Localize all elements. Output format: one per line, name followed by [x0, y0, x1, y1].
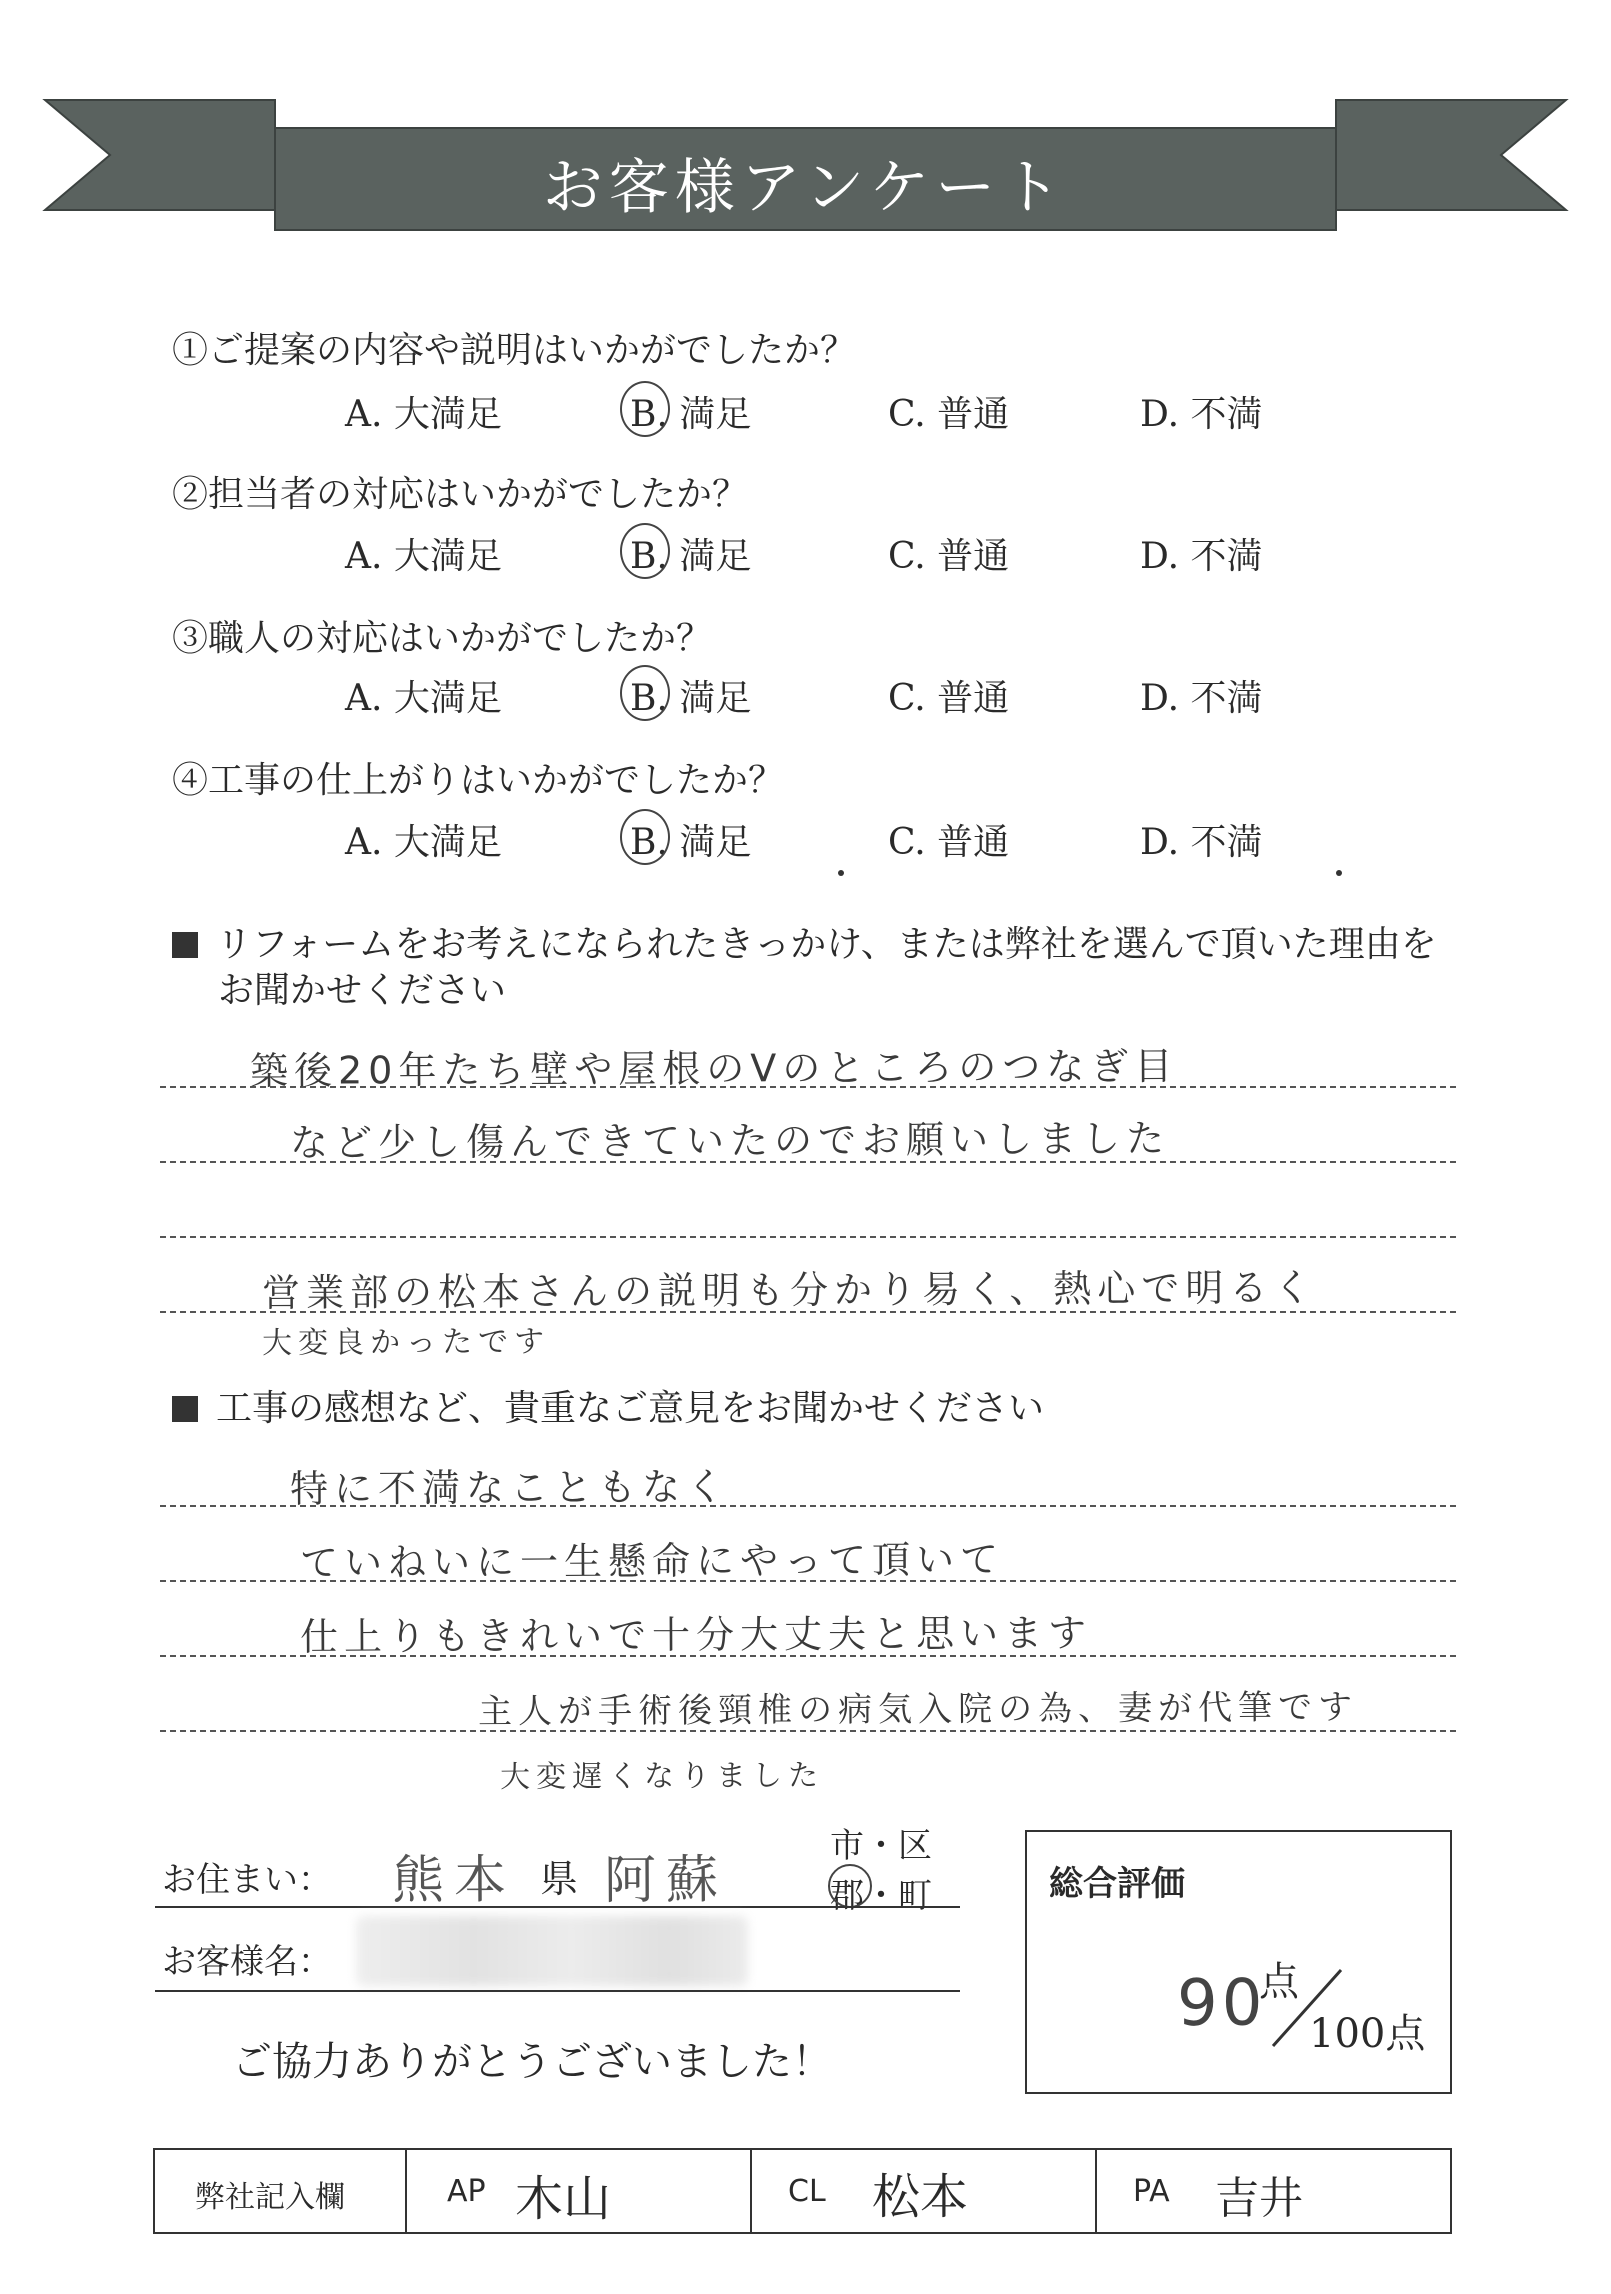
- address-prefecture-written: 熊本: [391, 1850, 517, 1911]
- cl-cell: [750, 2150, 1097, 2232]
- customer-name-redacted: [356, 1916, 748, 1986]
- question-1-option-d[interactable]: D. 不満: [1140, 394, 1263, 435]
- question-3-selected-circle: [620, 665, 670, 721]
- address-pref-suffix: 県: [540, 1857, 579, 1901]
- question-2-option-d[interactable]: D. 不満: [1140, 536, 1263, 577]
- question-2-selected-circle: [620, 523, 670, 579]
- question-4-option-c[interactable]: C. 普通: [888, 822, 1010, 863]
- question-1-option-c[interactable]: C. 普通: [888, 394, 1010, 435]
- page-title: お客様アンケート: [542, 153, 1068, 223]
- question-4-option-d[interactable]: D. 不満: [1140, 822, 1263, 863]
- question-2-text: ②担当者の対応はいかがでしたか？: [172, 474, 749, 515]
- square-bullet-icon: [172, 932, 198, 958]
- score-max: 100点: [1309, 2011, 1426, 2057]
- question-3-option-d[interactable]: D. 不満: [1140, 678, 1263, 719]
- question-1-option-a[interactable]: A. 大満足: [345, 394, 502, 435]
- pa-cell: [1095, 2150, 1447, 2232]
- reason-answer-line-5: 大変良かったです: [261, 1324, 551, 1361]
- stray-mark: [1336, 870, 1342, 876]
- question-4-option-b[interactable]: B. 満足: [630, 822, 752, 863]
- question-2-option-a[interactable]: A. 大満足: [345, 536, 502, 577]
- office-label: 弊社記入欄: [195, 2180, 345, 2215]
- question-4-selected-circle: [620, 809, 670, 865]
- question-3-option-c[interactable]: C. 普通: [888, 678, 1010, 719]
- question-1-text: ①ご提案の内容や説明はいかがでしたか？: [172, 330, 857, 371]
- question-3-text: ③職人の対応はいかがでしたか？: [172, 618, 713, 659]
- overall-rating-box: [1025, 1830, 1452, 2094]
- reason-answer-line-2: など少し傷んできていたのでお願いしました: [289, 1116, 1171, 1165]
- impression-answer-line-4: 主人が手術後頸椎の病気入院の為、妻が代筆です: [477, 1687, 1359, 1732]
- office-use-table: [153, 2148, 1452, 2234]
- ap-label: AP: [447, 2174, 486, 2209]
- question-1-selected-circle: [620, 381, 670, 437]
- reason-heading-line1: リフォームをお考えになられたきっかけ、または弊社を選んで頂いた理由を: [216, 924, 1437, 965]
- question-2-option-b[interactable]: B. 満足: [630, 536, 752, 577]
- question-3-option-a[interactable]: A. 大満足: [345, 678, 502, 719]
- reason-heading-line2: お聞かせください: [218, 970, 507, 1011]
- suffix-selected-circle: [828, 1864, 872, 1908]
- ap-value: 木山: [515, 2171, 612, 2227]
- pa-label: PA: [1133, 2174, 1170, 2209]
- reason-answer-line-4: 営業部の松本さんの説明も分かり易く、熱心で明るく: [261, 1265, 1318, 1315]
- impression-answer-line-5: 大変遅くなりました: [499, 1758, 825, 1795]
- customer-name-underline: [155, 1990, 960, 1992]
- address-underline: [155, 1906, 960, 1908]
- reason-heading: [172, 922, 1437, 968]
- office-label-cell: [155, 2150, 407, 2232]
- impression-heading-text: 工事の感想など、貴重なご意見をお聞かせください: [216, 1388, 1045, 1429]
- answer-line: [160, 1236, 1456, 1238]
- address-suffix-top: 市・区: [830, 1826, 932, 1866]
- thanks-message: ご協力ありがとうございました！: [232, 2039, 832, 2085]
- pa-value: 吉井: [1215, 2173, 1303, 2224]
- question-1-option-b[interactable]: B. 満足: [630, 394, 752, 435]
- address-city-written: 阿蘇: [603, 1850, 729, 1911]
- score-value: 90: [1176, 1966, 1267, 2041]
- square-bullet-icon: [172, 1396, 198, 1422]
- score-unit: 点: [1259, 1959, 1299, 2005]
- impression-heading: [172, 1386, 1044, 1432]
- reason-answer-line-1: 築後20年たち壁や屋根のVのところのつなぎ目: [249, 1044, 1179, 1093]
- impression-answer-line-1: 特に不満なこともなく: [289, 1464, 731, 1511]
- cl-value: 松本: [872, 2169, 969, 2225]
- question-2-option-c[interactable]: C. 普通: [888, 536, 1010, 577]
- stray-mark: [838, 870, 844, 876]
- question-4-option-a[interactable]: A. 大満足: [345, 822, 502, 863]
- address-label: お住まい：: [162, 1860, 332, 1900]
- impression-answer-line-2: ていねいに一生懸命にやって頂いて: [299, 1537, 1005, 1585]
- question-4-text: ④工事の仕上がりはいかがでしたか？: [172, 760, 785, 801]
- overall-rating-label: 総合評価: [1049, 1864, 1185, 1904]
- cl-label: CL: [788, 2174, 826, 2209]
- impression-answer-line-3: 仕上りもきれいで十分大丈夫と思います: [299, 1610, 1093, 1659]
- address-suffix-bottom: 郡・町: [830, 1876, 932, 1916]
- ap-cell: [405, 2150, 752, 2232]
- question-3-option-b[interactable]: B. 満足: [630, 678, 752, 719]
- customer-name-label: お客様名：: [162, 1942, 332, 1982]
